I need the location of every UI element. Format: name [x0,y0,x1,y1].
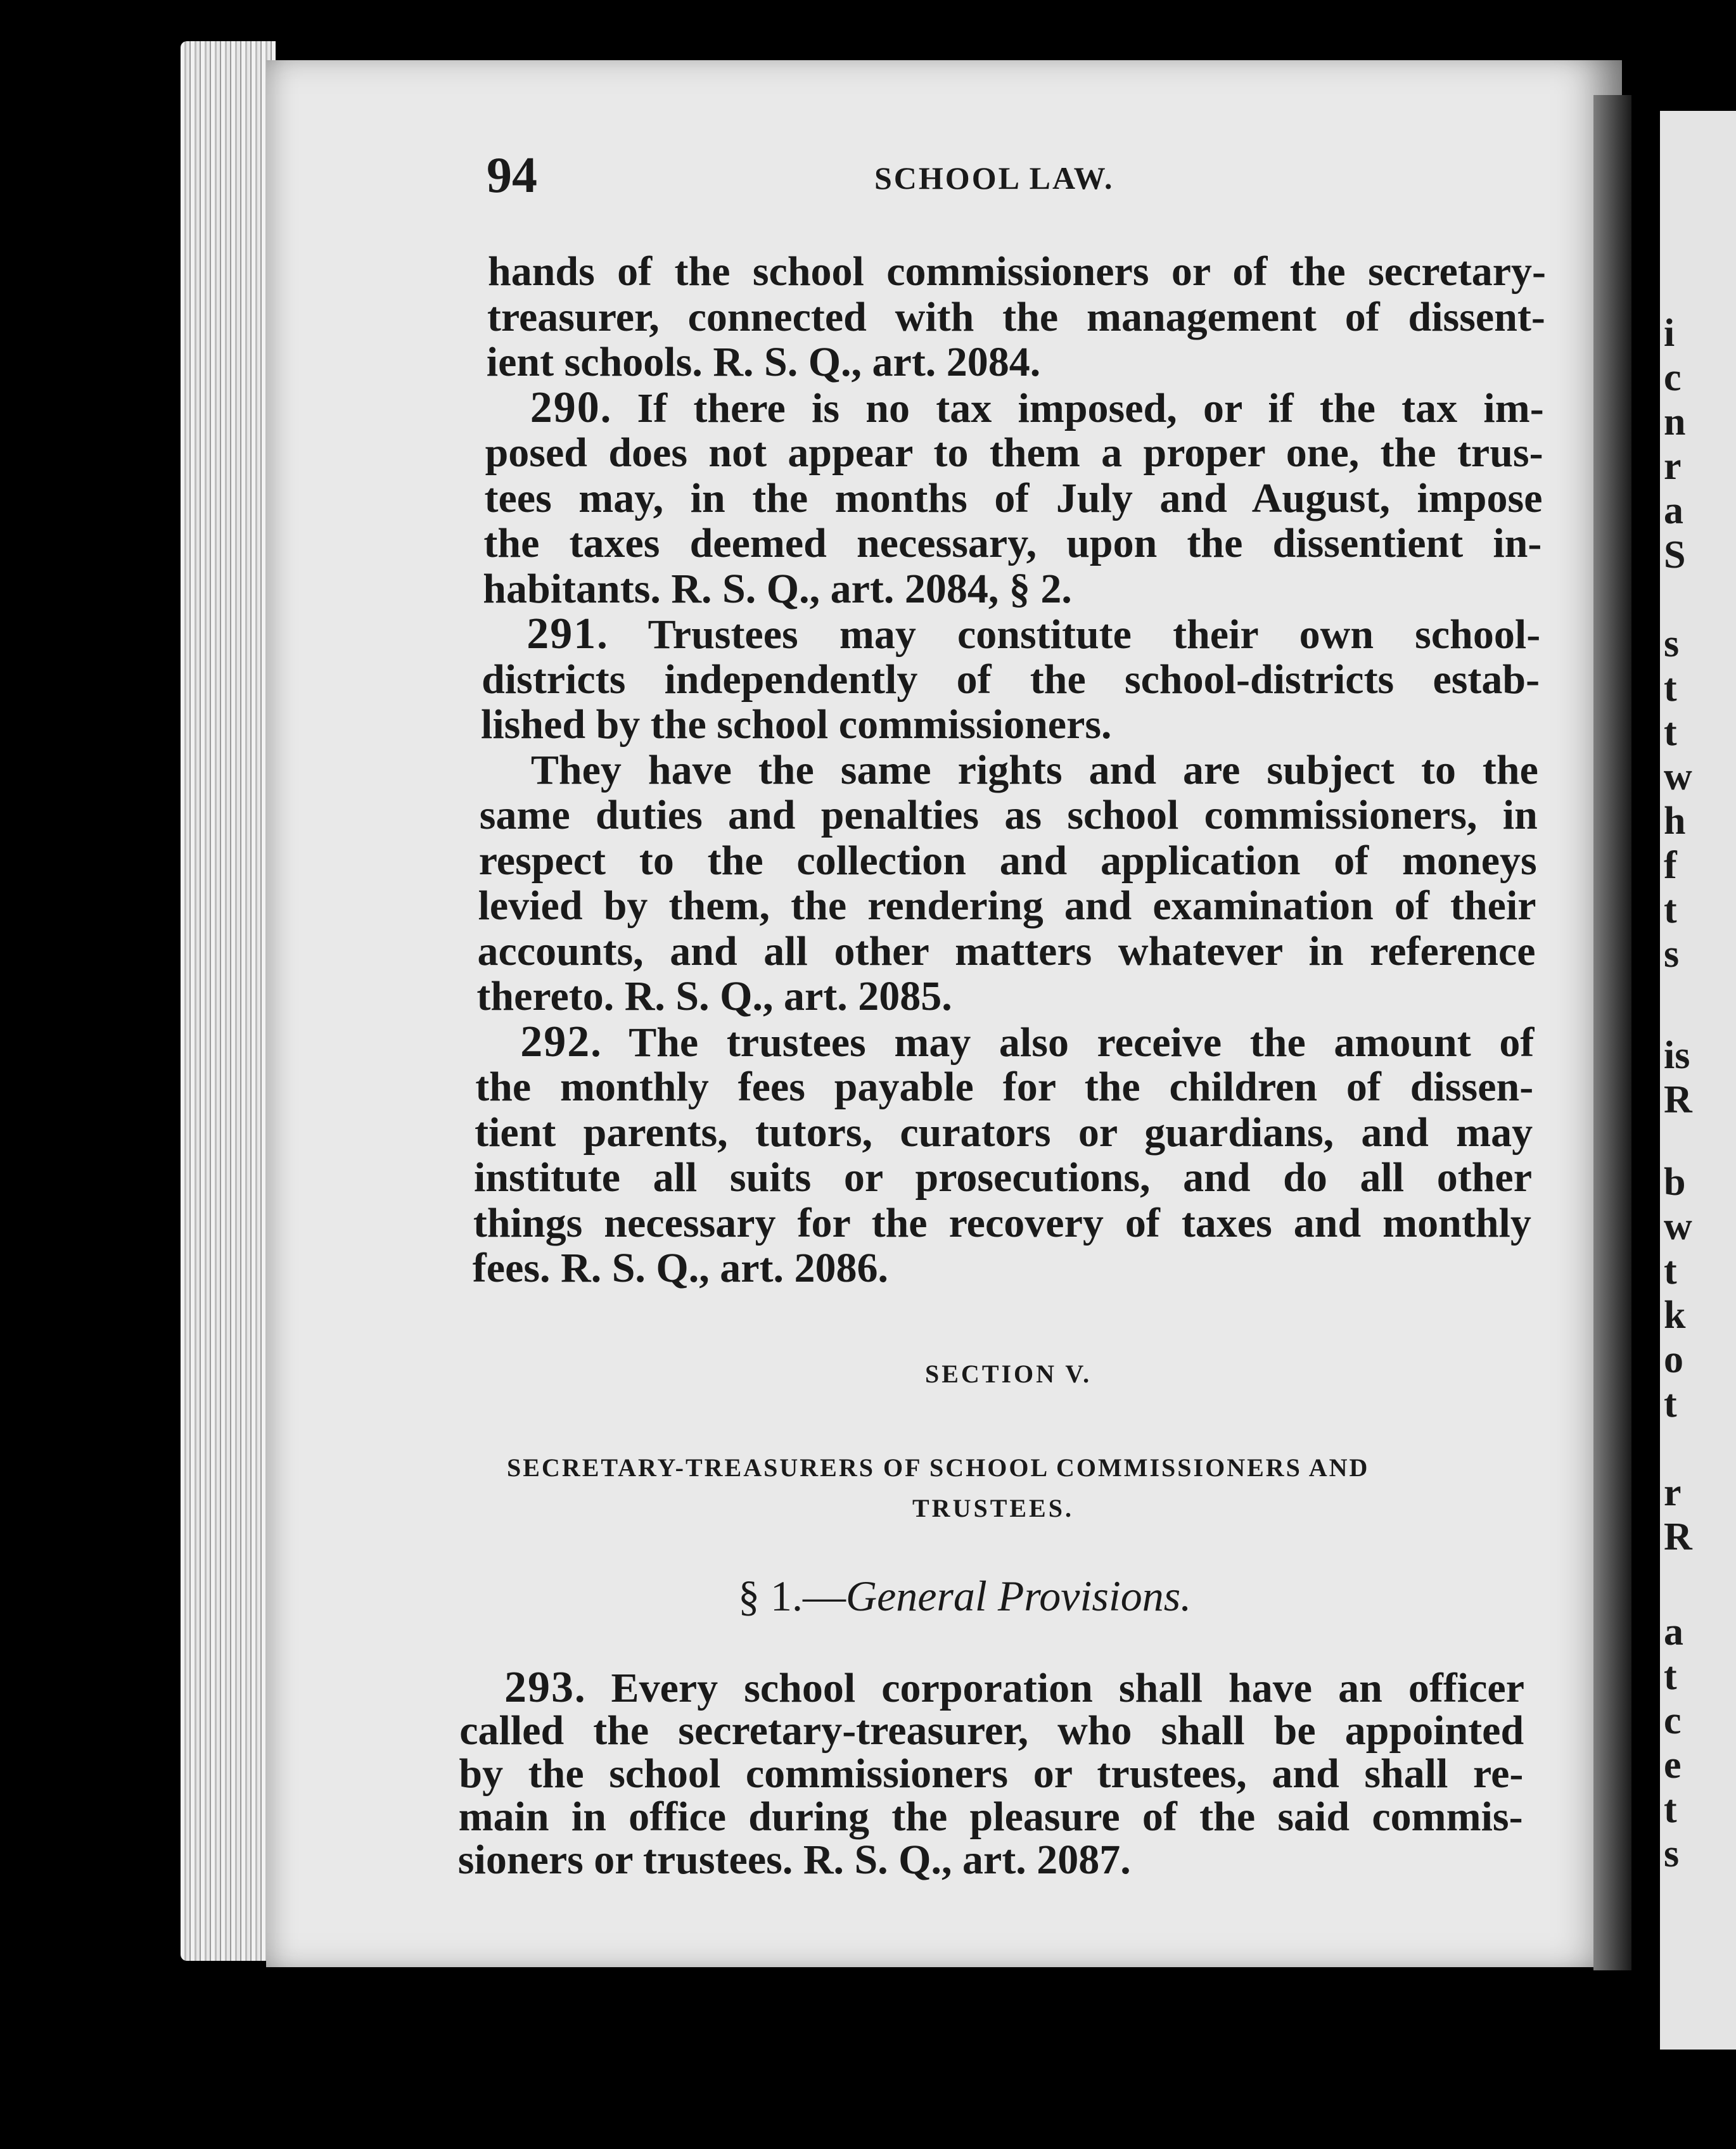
facing-page-letter: t [1664,888,1677,931]
line-text: the monthly fees payable for the children of dissen- [475,1064,1534,1110]
line-text: districts independently of the school-districts estab- [482,656,1540,703]
line-text: tees may, in the months of July and August, impose [484,475,1543,521]
line-text: things necessary for the recovery of taxes and monthly [473,1199,1531,1246]
facing-page-letter: S [1664,533,1686,577]
facing-page-letter: t [1664,1655,1677,1698]
text-line [481,703,1112,746]
text-line [487,293,1545,340]
text-line [480,794,1538,837]
line-text: accounts, and all other matters whatever in reference [477,928,1536,974]
text-line [474,1156,1532,1199]
facing-page-letter: w [1664,1205,1692,1248]
text-line [475,1066,1533,1109]
running-title: SCHOOL LAW. [874,160,1114,196]
text-line [459,1752,1523,1795]
text-line [485,477,1543,520]
facing-page-letter: is [1664,1034,1690,1077]
facing-page-letter: R [1664,1515,1692,1559]
line-text: treasurer, connected with the management of dissent- [487,293,1545,340]
text-line [476,975,952,1018]
facing-page-letter: t [1664,1788,1677,1831]
text-line [483,522,1541,565]
line-text: by the school commissioners or trustees, and shall re- [459,1750,1524,1797]
facing-page-letter: r [1664,445,1682,488]
section-title-line-2: TRUSTEES. [912,1494,1074,1522]
article-number: 293 [504,1663,575,1712]
line-text: the taxes deemed necessary, upon the dissentient in- [483,520,1542,566]
subsection-heading [738,1571,1191,1621]
line-text: . If there is no tax imposed, or if the tax im- [600,385,1544,431]
facing-page-letter: s [1664,933,1680,976]
facing-page-letter: t [1664,711,1677,754]
facing-page-letter: t [1664,666,1677,710]
subsection-title: General Provisions. [846,1572,1192,1620]
facing-page-fragment [1660,111,1736,2050]
text-line [459,1709,1524,1752]
book-gutter [1593,95,1631,1970]
text-line [504,1663,1524,1712]
facing-page-letter: s [1664,1832,1680,1875]
line-text: hands of the school commissioners or of the secretary- [488,248,1546,295]
line-text: lished by the school commissioners. [481,701,1112,748]
facing-page-letter: r [1664,1471,1682,1514]
section-label: SECTION V. [925,1360,1092,1388]
article-number: 292 [520,1017,591,1066]
text-line [458,1839,1131,1882]
text-line [520,1017,1535,1066]
line-text: They have the same rights and are subject to the [530,746,1538,793]
text-line [475,1111,1533,1154]
facing-page-letter: w [1664,755,1692,798]
facing-page-letter: c [1664,356,1682,399]
line-text: posed does not appear to them a proper one, the trus- [485,430,1543,476]
line-text: called the secretary-treasurer, who shall be appointed [459,1707,1524,1754]
line-text: tient parents, tutors, curators or guardians, and may [475,1109,1533,1156]
section-title-line-1: SECRETARY-TREASURERS OF SCHOOL COMMISSIONERS AND [507,1453,1370,1482]
line-text: ient schools. R. S. Q., art. 2084. [486,339,1041,385]
facing-page-letter: k [1664,1294,1686,1337]
facing-page-letter: e [1664,1744,1682,1787]
line-text: same duties and penalties as school commissioners, in [479,792,1538,838]
text-line [488,250,1546,293]
facing-page-letter: c [1664,1699,1682,1742]
text-line [483,565,1072,612]
facing-page-letter: t [1664,1249,1677,1292]
facing-page-letter: o [1664,1338,1683,1381]
text-line [530,746,1538,793]
facing-page-letter: s [1664,622,1680,665]
text-line [482,658,1540,701]
facing-page-letter: a [1664,489,1683,532]
text-line [479,839,1537,883]
facing-page-letter: i [1664,312,1675,355]
line-text: . Every school corporation shall have an officer [575,1665,1524,1711]
facing-page-letter: R [1664,1078,1692,1121]
text-line [530,383,1544,432]
article-number: 291 [527,609,597,658]
line-text: levied by them, the rendering and examination of their [478,883,1536,929]
text-line [487,341,1041,384]
article-number: 290 [530,383,601,432]
line-text: . The trustees may also receive the amount of [590,1019,1535,1066]
facing-page-letter: f [1664,844,1677,887]
line-text: main in office during the pleasure of the said commis- [458,1794,1523,1840]
line-text: sioners or trustees. R. S. Q., art. 2087. [457,1837,1131,1883]
text-line [473,1199,1531,1246]
text-line [478,884,1536,928]
subsection-number: § 1.— [738,1572,846,1620]
text-line [485,431,1543,475]
facing-page-letter: h [1664,800,1686,843]
page-number: 94 [487,148,537,203]
text-line [473,1247,888,1290]
line-text: . Trustees may constitute their own school- [597,611,1541,658]
line-text: habitants. R. S. Q., art. 2084, § 2. [483,565,1072,612]
facing-page-letter: n [1664,400,1686,443]
page-block-edges [181,41,276,1961]
line-text: thereto. R. S. Q., art. 2085. [476,973,952,1019]
facing-page-letter: b [1664,1161,1686,1204]
facing-page-letter: t [1664,1382,1677,1425]
line-text: respect to the collection and application of moneys [478,837,1537,884]
facing-page-letter: a [1664,1610,1683,1654]
text-line [459,1795,1523,1839]
text-line [478,930,1536,973]
text-line [527,609,1541,658]
line-text: institute all suits or prosecutions, and do all other [474,1154,1532,1201]
line-text: fees. R. S. Q., art. 2086. [472,1245,889,1291]
